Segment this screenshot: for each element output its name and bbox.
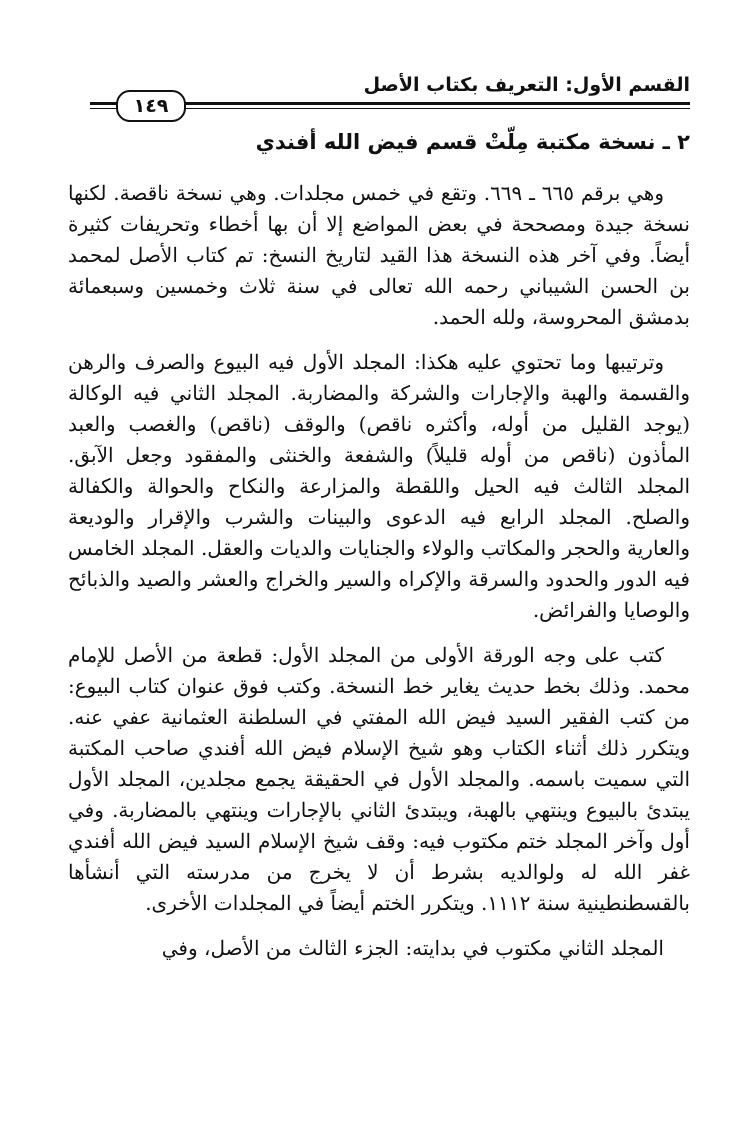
- page-header: [90, 62, 690, 122]
- paragraph: وترتيبها وما تحتوي عليه هكذا: المجلد الأول فيه البيوع والصرف والرهن والقسمة والهبة والإجارات والشركة والمضاربة. المجلد الثاني فيه الوكالة (يوجد القليل من أوله، وأكثره ناقص) والوقف (ناقص) والغصب والعبد المأذون (ناقص من أوله قليلاً) والشفعة والخنثى والمفقود وجعل الآبق. المجلد الثالث فيه الحيل واللقطة والمزارعة والنكاح والحوالة والكفالة والصلح. المجلد الرابع فيه الدعوى والبينات والشرب والإقرار والوديعة والعارية والحجر والمكاتب والولاء والجنايات والديات والعقل. المجلد الخامس فيه الدور والحدود والسرقة والإكراه والسير والخراج والعشر والصيد والذبائح والوصايا والفرائض.: [68, 350, 690, 622]
- paragraph: وهي برقم ٦٦٥ ـ ٦٦٩. وتقع في خمس مجلدات. وهي نسخة ناقصة. لكنها نسخة جيدة ومصححة في بعض المواضع إلا أن بها أخطاء وتحريفات كثيرة أيضاً. وفي آخر هذه النسخة هذا القيد لتاريخ النسخ: تم كتاب الأصل لمحمد بن الحسن الشيباني رحمه الله تعالى في سنة ثلاث وخمسين وسبعمائة بدمشق المحروسة، ولله الحمد.: [68, 181, 691, 329]
- paragraph: المجلد الثاني مكتوب في بدايته: الجزء الثالث من الأصل، وفي: [161, 936, 664, 960]
- page-number: ١٤٩: [116, 90, 186, 122]
- running-title: القسم الأول: التعريف بكتاب الأصل: [363, 74, 690, 96]
- section-heading: ٢ ـ نسخة مكتبة مِلّتْ قسم فيض الله أفندي: [255, 130, 690, 154]
- body-text: [68, 178, 690, 978]
- paragraph: كتب على وجه الورقة الأولى من المجلد الأول: قطعة من الأصل للإمام محمد. وذلك بخط حديث يغاير خط النسخة. وكتب فوق عنوان كتاب البيوع: من كتب الفقير السيد فيض الله المفتي في السلطنة العثمانية عفي عنه. ويتكرر ذلك أثناء الكتاب وهو شيخ الإسلام فيض الله أفندي صاحب المكتبة التي سميت باسمه. والمجلد الأول في الحقيقة يجمع مجلدين، المجلد الأول يبتدئ بالبيوع وينتهي بالهبة، ويبتدئ الثاني بالإجارات وينتهي بالمضاربة. وفي أول وآخر المجلد ختم مكتوب فيه: وقف شيخ الإسلام السيد فيض الله أفندي غفر الله له ولوالديه بشرط أن لا يخرج من مدرسته التي أنشأها بالقسطنطينية سنة ١١١٢. ويتكرر الختم أيضاً في المجلدات الأخرى.: [68, 643, 691, 915]
